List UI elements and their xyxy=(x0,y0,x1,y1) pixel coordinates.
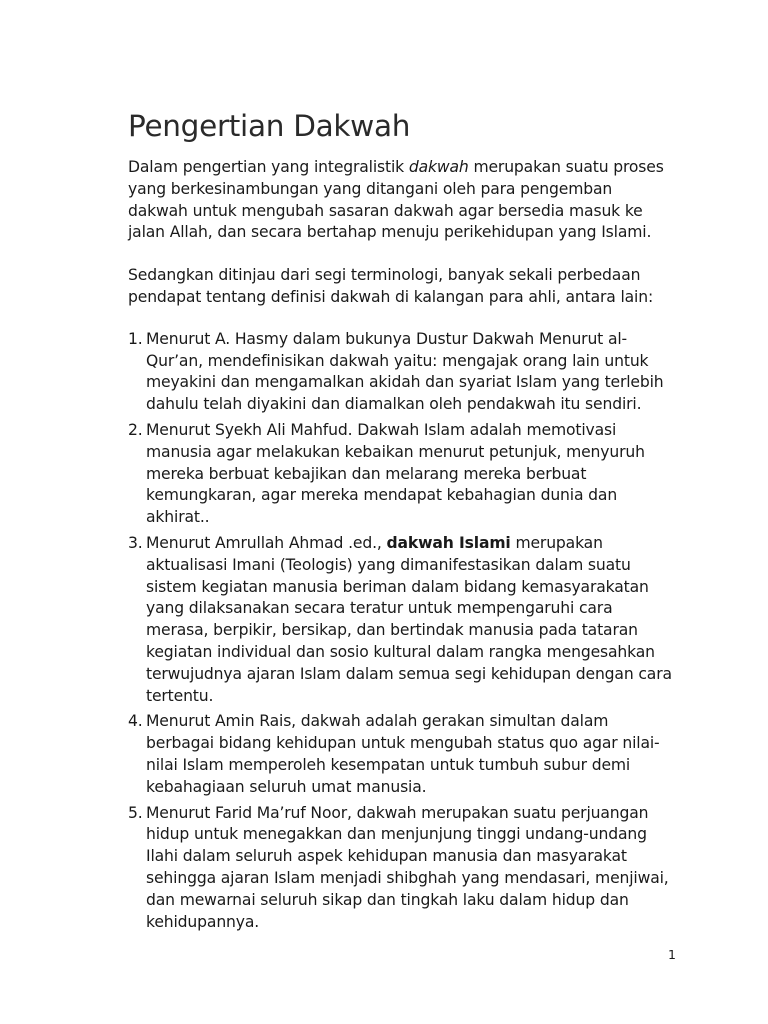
list-item-text xyxy=(146,534,672,705)
list-item xyxy=(128,329,676,416)
paragraph-intro-end: merupakan suatu proses yang berkesinambungan yang ditangani oleh para pengemban dakwah untuk mengubah sasaran dakwah agar bersedia masuk ke jalan Allah, dan secara bertahap menuju perikehidupan yang Islami. xyxy=(128,158,664,242)
list-item xyxy=(128,533,676,707)
list-item-text-start: Menurut Amrullah Ahmad .ed., xyxy=(146,533,387,552)
list-item-bold-term: dakwah Islami xyxy=(386,533,511,552)
list-item-number: 4. xyxy=(128,712,143,731)
page-number: 1 xyxy=(668,947,676,962)
document-page xyxy=(128,104,676,937)
paragraph-intro xyxy=(128,157,676,244)
list-item xyxy=(128,420,676,529)
list-item-text: Menurut Farid Ma’ruf Noor, dakwah merupakan suatu perjuangan hidup untuk menegakkan dan menjunjung tinggi undang-undang Ilahi dalam seluruh aspek kehidupan manusia dan masyarakat sehingga ajaran Islam menjadi shibghah yang mendasari, menjiwai, dan mewarnai seluruh sikap dan tingkah laku dalam hidup dan kehidupannya. xyxy=(146,803,669,931)
paragraph-terminology: Sedangkan ditinjau dari segi terminologi, banyak sekali perbedaan pendapat tentang definisi dakwah di kalangan para ahli, antara lain: xyxy=(128,266,654,306)
page-title: Pengertian Dakwah xyxy=(128,109,411,143)
list-item-number: 2. xyxy=(128,420,143,439)
paragraph-intro-italic-term: dakwah xyxy=(408,158,469,176)
list-item-text: Menurut Amin Rais, dakwah adalah gerakan simultan dalam berbagai bidang kehidupan untuk mengubah status quo agar nilai-nilai Islam memperoleh kesempatan untuk tumbuh subur demi kebahagiaan seluruh umat manusia. xyxy=(146,712,660,796)
definition-list xyxy=(128,329,676,934)
list-item-number: 3. xyxy=(128,533,143,552)
paragraph-intro-start: Dalam pengertian yang integralistik xyxy=(128,158,409,176)
list-item-text-end: merupakan aktualisasi Imani (Teologis) yang dimanifestasikan dalam suatu sistem kegiatan manusia beriman dalam bidang kemasyarakatan yang dilaksanakan secara teratur untuk mempengaruhi cara merasa, berpikir, bersikap, dan bertindak manusia pada tataran kegiatan individual dan sosio kultural dalam rangka mengesahkan terwujudnya ajaran Islam dalam semua segi kehidupan dengan cara tertentu. xyxy=(146,533,672,705)
list-item-number: 1. xyxy=(128,329,143,348)
list-item-number: 5. xyxy=(128,803,143,822)
list-item-text: Menurut Syekh Ali Mahfud. Dakwah Islam adalah memotivasi manusia agar melakukan kebaikan menurut petunjuk, menyuruh mereka berbuat kebajikan dan melarang mereka berbuat kemungkaran, agar mereka mendapat kebahagian dunia dan akhirat.. xyxy=(146,420,645,527)
list-item xyxy=(128,803,676,934)
list-item-text: Menurut A. Hasmy dalam bukunya Dustur Dakwah Menurut al-Qur’an, mendefinisikan dakwah yaitu: mengajak orang lain untuk meyakini dan mengamalkan akidah dan syariat Islam yang terlebih dahulu telah diyakini dan diamalkan oleh pendakwah itu sendiri. xyxy=(146,329,664,414)
list-item xyxy=(128,711,676,798)
